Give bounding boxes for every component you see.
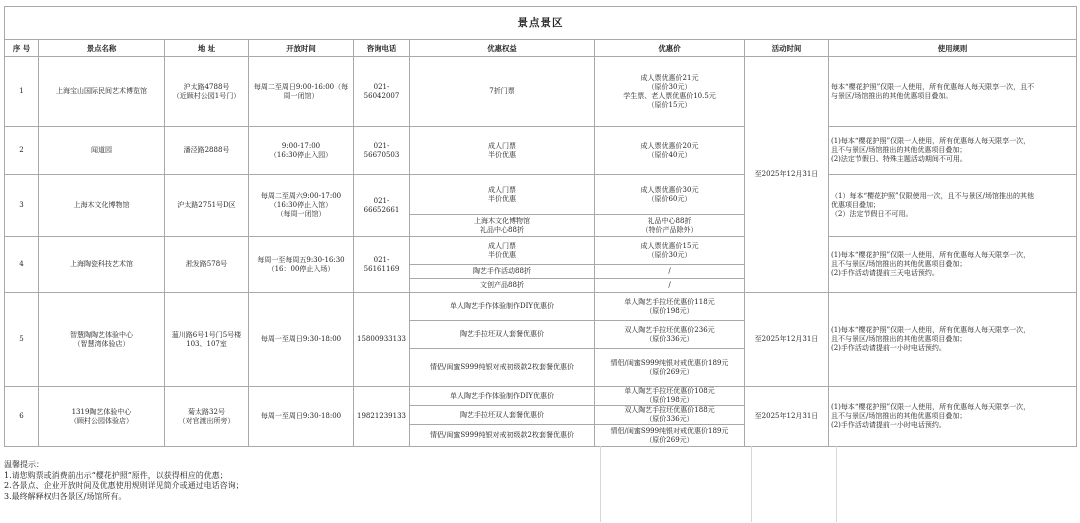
opening-hours-line: 9:00-17:00 [281, 141, 321, 150]
offer-benefit-line: 半价优惠 [488, 250, 516, 259]
offer-price [595, 406, 745, 425]
venue-name-line: （顾村公园体验店） [70, 416, 133, 425]
offer-price [595, 425, 745, 447]
offer-price [595, 237, 745, 265]
venue-name-line: 上海宝山国际民间艺术博览馆 [56, 87, 147, 95]
opening-hours-line: 每周二至周日9:00-16:00（每 [253, 82, 349, 91]
venue-name-line: （智慧湾体验店） [73, 339, 130, 348]
offer-price-line: （原价40元） [647, 150, 692, 159]
venue-address-line: 103、107室 [186, 339, 227, 348]
venue-name-line: 上海木文化博物馆 [73, 201, 130, 209]
usage-rules-line: 且不与景区/场馆推出的其他优惠项目叠加； [831, 412, 967, 420]
offer-price-line: / [668, 267, 671, 275]
venue-address [165, 387, 249, 447]
venue-address-line: （对官渡出所旁） [178, 416, 235, 425]
offer-benefit [410, 57, 595, 127]
usage-rules-line: 且不与景区/场馆推出的其他优惠项目叠加； [831, 146, 967, 154]
offer-price-line: （原价30元） [647, 82, 692, 91]
venue-name [39, 57, 165, 127]
venue-address [165, 57, 249, 127]
offer-benefit [410, 387, 595, 406]
offer-price-line: （原价198元） [645, 306, 694, 315]
attractions-sheet [4, 6, 1076, 447]
offer-benefit-line: 半价优惠 [488, 150, 516, 159]
opening-hours-line: （16:30停止入馆） [269, 201, 333, 209]
tips-heading: 温馨提示： [4, 460, 44, 469]
offer-price-line: 情侣/闺蜜S999纯银对戒优惠价189元 [610, 358, 729, 367]
grid-line [836, 446, 837, 522]
page-title: 景点景区 [5, 7, 1077, 40]
offer-price-line: （特价产品除外） [641, 225, 698, 234]
offer-price-line: 成人票优惠价15元 [640, 241, 699, 250]
row-number: 2 [5, 127, 39, 175]
table-row [5, 175, 1077, 215]
offer-price-line: 礼品中心88折 [647, 216, 692, 225]
usage-rules-line: （2）法定节假日不可用。 [831, 210, 913, 218]
table-body [5, 57, 1077, 447]
offer-price-line: （原价198元） [645, 396, 694, 404]
usage-rules-line: (2)手作活动请提前一小时电话预约。 [831, 344, 946, 352]
phone-number: 021-66652661 [354, 175, 410, 237]
offer-price-line: 双人陶艺手拉坯优惠价188元 [624, 406, 715, 414]
venue-name [39, 293, 165, 387]
row-number: 6 [5, 387, 39, 447]
phone-number: 021-56670503 [354, 127, 410, 175]
header-cell: 活动时间 [745, 40, 829, 57]
offer-benefit-line: 成人门票 [488, 141, 516, 150]
offer-price-line: （原价15元） [647, 100, 692, 109]
header-cell: 序 号 [5, 40, 39, 57]
venue-name [39, 127, 165, 175]
offer-benefit-line: 半价优惠 [488, 194, 516, 203]
venue-address [165, 127, 249, 175]
offer-price-line: （原价269元） [645, 435, 694, 444]
offer-price [595, 279, 745, 293]
header-row [5, 40, 1077, 57]
row-number: 4 [5, 237, 39, 293]
usage-rules-line: (1)每本“樱花护照”仅限一人使用，所有优惠每人每天限享一次， [831, 326, 1031, 334]
usage-rules [829, 237, 1077, 293]
offer-price [595, 265, 745, 279]
offer-benefit-line: 情侣/闺蜜S999纯银对戒初级款2枚套餐优惠价 [430, 431, 574, 439]
header-cell: 开放时间 [249, 40, 354, 57]
row-number: 5 [5, 293, 39, 387]
offer-price [595, 321, 745, 349]
offer-benefit-line: 礼品中心88折 [480, 225, 524, 234]
header-cell: 地 址 [165, 40, 249, 57]
offer-price-line: 双人陶艺手拉坯优惠价236元 [624, 325, 715, 334]
offer-price-line: 成人票优惠价21元 [640, 73, 699, 82]
usage-rules [829, 293, 1077, 387]
opening-hours-line: 每周二至周六9:00-17:00 [260, 192, 342, 200]
opening-hours-line: 每周一至每周五9:30-16:30 [257, 255, 345, 264]
venue-name [39, 387, 165, 447]
usage-rules-line: 与景区/场馆推出的其他优惠项目叠加。 [831, 91, 953, 100]
usage-rules-line: (1)每本“樱花护照”仅限一人使用，所有优惠每人每天限享一次， [831, 403, 1031, 411]
offer-price [595, 387, 745, 406]
opening-hours [249, 127, 354, 175]
header-cell: 咨询电话 [354, 40, 410, 57]
venue-address-line: 菊太路32号 [188, 407, 225, 416]
offer-benefit [410, 265, 595, 279]
header-cell: 优惠权益 [410, 40, 595, 57]
offer-benefit-line: 陶艺手作活动88折 [473, 267, 531, 275]
opening-hours [249, 293, 354, 387]
usage-rules-line: 且不与景区/场馆推出的其他优惠项目叠加； [831, 260, 967, 268]
offer-benefit [410, 321, 595, 349]
opening-hours-line: 周一闭馆） [283, 91, 319, 100]
offer-price-line: / [668, 281, 671, 289]
offer-benefit [410, 349, 595, 387]
offer-price-line: （原价336元） [645, 415, 694, 423]
offer-benefit-line: 单人陶艺手作体验制作DIY优惠价 [450, 391, 554, 400]
grid-line [600, 446, 601, 522]
venue-name-line: 智慧陶陶艺体验中心 [70, 330, 133, 339]
offer-price-line: 成人票优惠价20元 [640, 141, 699, 150]
offer-price-line: 学生票、老人票优惠价10.5元 [623, 91, 716, 100]
usage-rules-line: (2)手作活动请提前一小时电话预约。 [831, 421, 946, 429]
opening-hours [249, 175, 354, 237]
phone-number: 19821239133 [354, 387, 410, 447]
offer-price [595, 127, 745, 175]
tips-block [4, 460, 244, 502]
offer-price [595, 57, 745, 127]
usage-rules-line: （1）每本“樱花护照”仅限使用一次，且不与景区/场馆推出的其他 [831, 192, 1034, 200]
offer-price-line: （原价60元） [647, 194, 692, 203]
activity-time: 至2025年12月31日 [745, 293, 829, 387]
table-row [5, 293, 1077, 321]
offer-benefit-line: 陶艺手拉坯双人套餐优惠价 [460, 410, 544, 419]
venue-name [39, 175, 165, 237]
venue-address [165, 175, 249, 237]
tips-line: 2.各景点、企业开放时间及优惠使用规则详见简介或通过电话咨询； [4, 481, 244, 490]
venue-name-line: 上海陶瓷科技艺术馆 [70, 260, 133, 268]
usage-rules-line: 且不与景区/场馆推出的其他优惠项目叠加； [831, 335, 967, 343]
offer-benefit-line: 成人门票 [488, 241, 516, 250]
offer-price-line: 单人陶艺手拉坯优惠价118元 [624, 297, 715, 306]
offer-benefit-line: 7折门票 [489, 87, 515, 95]
offer-benefit-line: 成人门票 [488, 185, 516, 194]
header-cell: 景点名称 [39, 40, 165, 57]
usage-rules-line: 优惠项目叠加； [831, 201, 880, 209]
usage-rules [829, 387, 1077, 447]
offer-price-line: 情侣/闺蜜S999纯银对戒优惠价189元 [610, 426, 729, 435]
table-row [5, 127, 1077, 175]
venue-address-line: 淞发路578号 [185, 260, 228, 268]
usage-rules-line: (1)每本“樱花护照”仅限一人使用，所有优惠每人每天限享一次， [831, 251, 1031, 259]
offer-price-line: 成人票优惠价30元 [640, 185, 699, 194]
offer-price-line: （原价269元） [645, 367, 694, 376]
offer-benefit [410, 293, 595, 321]
table-row [5, 387, 1077, 406]
offer-benefit [410, 425, 595, 447]
offer-benefit [410, 175, 595, 215]
offer-price-line: 单人陶艺手拉坯优惠价108元 [624, 387, 715, 395]
offer-price [595, 349, 745, 387]
venue-address-line: 蕰川路6号1号门5号楼 [171, 330, 242, 339]
offer-benefit-line: 情侣/闺蜜S999纯银对戒初级款2枚套餐优惠价 [430, 363, 574, 371]
usage-rules [829, 57, 1077, 127]
venue-address-line: （近顾村公园1号门） [172, 91, 241, 100]
offer-benefit-line: 陶艺手拉坯双人套餐优惠价 [460, 330, 544, 338]
activity-time: 至2025年12月31日 [745, 57, 829, 293]
offer-price [595, 175, 745, 215]
opening-hours [249, 57, 354, 127]
venue-address-line: 沪太路2751号D区 [177, 201, 236, 209]
offer-price-line: （原价336元） [645, 334, 694, 343]
offer-benefit [410, 215, 595, 237]
phone-number: 15800933133 [354, 293, 410, 387]
tips-line: 3.最终解释权归各景区/场馆所有。 [4, 491, 127, 501]
header-cell: 使用规则 [829, 40, 1077, 57]
usage-rules-line: (2)手作活动请提前三天电话预约。 [831, 269, 939, 277]
usage-rules-line: (2)法定节假日、特殊主题活动期间不可用。 [831, 155, 967, 163]
row-number: 3 [5, 175, 39, 237]
offer-price [595, 293, 745, 321]
opening-hours-line: 每周一至周日9:30-18:00 [260, 412, 342, 420]
opening-hours-line: （每周一闭馆） [276, 210, 326, 218]
venue-name-line: 1319陶艺体验中心 [71, 407, 132, 416]
row-number: 1 [5, 57, 39, 127]
offer-benefit-line: 上海木文化博物馆 [474, 216, 530, 225]
usage-rules-line: 每本“樱花护照”仅限一人使用，所有优惠每人每天限享一次，且不 [831, 82, 1035, 91]
usage-rules-line: (1)每本“樱花护照”仅限一人使用，所有优惠每人每天限享一次， [831, 137, 1031, 145]
offer-price-line: （原价30元） [647, 250, 692, 259]
opening-hours-line: （16：00停止入场） [267, 264, 335, 273]
header-cell: 优惠价 [595, 40, 745, 57]
table-row [5, 237, 1077, 265]
opening-hours-line: 每周一至周日9:30-18:00 [260, 335, 342, 343]
offer-benefit [410, 127, 595, 175]
offer-benefit [410, 237, 595, 265]
opening-hours-line: （16:30停止入园） [269, 150, 333, 159]
activity-time: 至2025年12月31日 [745, 387, 829, 447]
grid-line [751, 446, 752, 522]
usage-rules [829, 175, 1077, 237]
phone-number: 021-56042007 [354, 57, 410, 127]
offer-benefit [410, 279, 595, 293]
table-row [5, 57, 1077, 127]
phone-number: 021-56161169 [354, 237, 410, 293]
usage-rules [829, 127, 1077, 175]
offer-benefit-line: 单人陶艺手作体验制作DIY优惠价 [450, 302, 554, 310]
tips-line: 1.请您购票或消费前出示“樱花护照”原件，以获得相应的优惠； [4, 470, 228, 480]
venue-address-line: 潘泾路2888号 [183, 146, 230, 154]
attractions-table [4, 6, 1077, 447]
venue-address [165, 237, 249, 293]
venue-address [165, 293, 249, 387]
offer-benefit-line: 文创产品88折 [480, 281, 524, 289]
opening-hours [249, 387, 354, 447]
offer-price [595, 215, 745, 237]
opening-hours [249, 237, 354, 293]
venue-address-line: 沪太路4788号 [183, 82, 230, 91]
venue-name [39, 237, 165, 293]
offer-benefit [410, 406, 595, 425]
venue-name-line: 闻道园 [91, 146, 112, 154]
